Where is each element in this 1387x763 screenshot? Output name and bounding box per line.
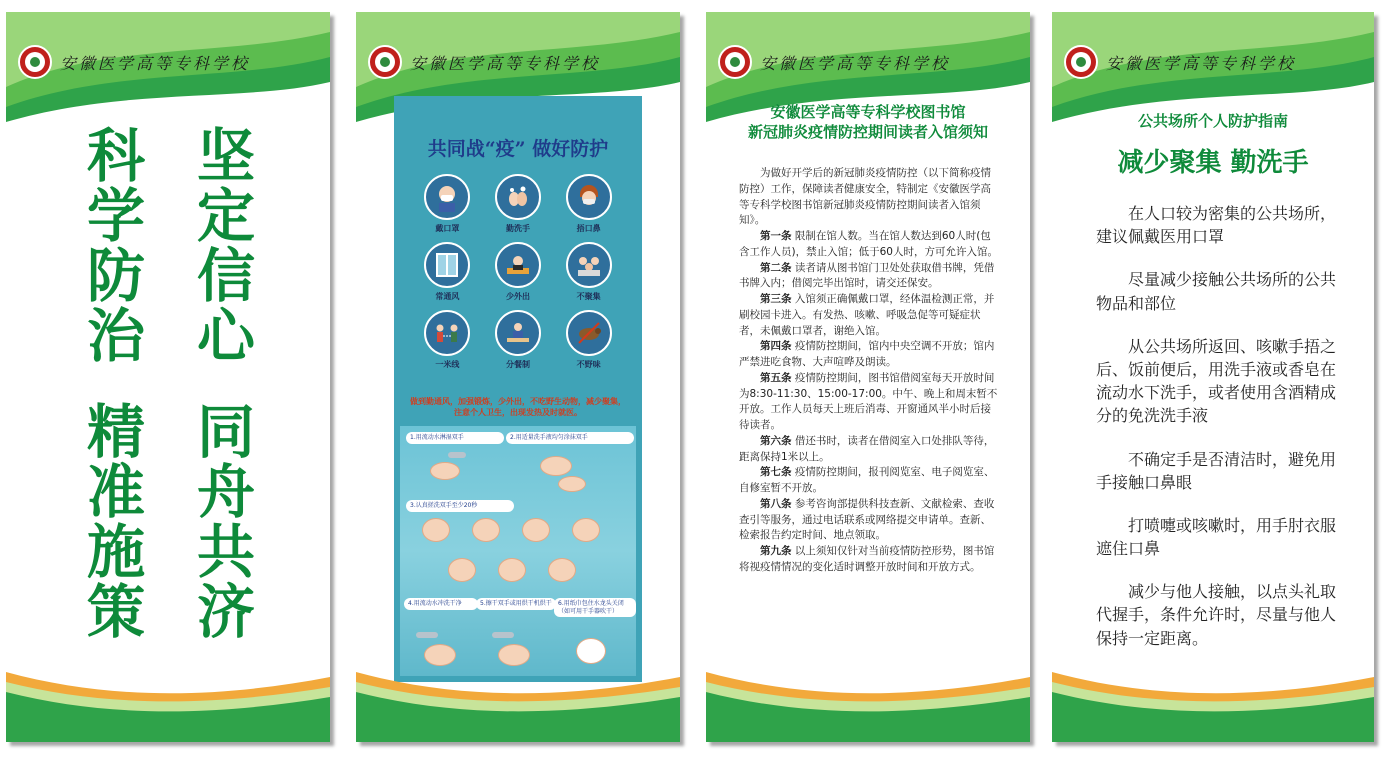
school-logo-icon [718, 45, 752, 79]
tip-wash-hands [483, 174, 554, 234]
wash-step-2: 2.用适量洗手液均匀涂抹双手 [506, 432, 634, 444]
tip-mask [412, 174, 483, 234]
guide-slogan: 减少聚集 勤洗手 [1117, 148, 1309, 178]
hand-icon [430, 462, 460, 480]
rule-article-8 [739, 497, 1001, 544]
guide-paragraph: 尽量减少接触公共场所的公共物品和部位 [1096, 270, 1337, 313]
school-header [1064, 44, 1296, 80]
bottom-wave-decoration [6, 662, 330, 742]
tip-label: 捂口鼻 [576, 224, 601, 233]
banner-panel-poster [356, 12, 680, 742]
article-heading: 第二条 [760, 261, 792, 274]
separate-meals-icon [495, 310, 541, 356]
school-logo-icon [18, 45, 52, 79]
rule-article-1 [739, 229, 1001, 261]
hand-rub-icon [422, 518, 450, 542]
wash-hands-icon [495, 174, 541, 220]
article-text: 疫情防控期间，报刊阅览室、电子阅览室、自修室暂不开放。 [739, 466, 995, 494]
poster-warning-text: 做到勤通风，加强锻炼，少外出，不吃野生动物，减少聚集，注意个人卫生，出现发热及时就医。 [410, 397, 626, 418]
wash-step-1: 1.用流动水淋湿双手 [406, 432, 504, 444]
epidemic-prevention-poster [394, 96, 642, 682]
slogan-confidence: 坚定信心 [187, 125, 255, 365]
article-heading: 第五条 [760, 371, 792, 384]
faucet-icon [416, 632, 438, 638]
article-heading: 第四条 [760, 340, 792, 353]
bottom-wave-decoration [706, 662, 1030, 742]
poster-title: 共同战“疫” 做好防护 [427, 138, 609, 160]
hand-rub-icon [572, 518, 600, 542]
tip-label: 少外出 [505, 292, 530, 301]
school-logo-icon [368, 45, 402, 79]
guide-paragraph: 减少与他人接触，以点头礼取代握手，条件允许时，尽量与他人保持一定距离。 [1096, 582, 1337, 648]
article-heading: 第八条 [760, 497, 792, 510]
rule-article-5 [739, 371, 1001, 434]
article-heading: 第九条 [760, 545, 792, 557]
hand-rub-icon [448, 558, 476, 582]
wash-step-4: 4.用流动水冲洗干净 [404, 598, 478, 610]
slogan-precision: 精准施策 [77, 401, 145, 641]
tip-label: 分餐制 [505, 360, 530, 369]
guide-paragraph: 打喷嚏或咳嗽时，用手肘衣服遮住口鼻 [1096, 515, 1337, 559]
cover-mouth-icon [566, 174, 612, 220]
title-line-1: 安徽医学高等专科学校图书馆 [770, 103, 966, 121]
tip-separate-meals [483, 310, 554, 370]
wash-step-6: 6.用纸巾包住水龙头关闭（如可用干手器吹干） [554, 598, 636, 617]
article-heading: 第一条 [760, 230, 792, 242]
bottom-wave-decoration [1052, 662, 1374, 742]
article-text: 参考咨询部提供科技查新、文献检索、查收查引等服务，通过电话联系或网络提交申请单。查新、检索报告约定时间、地点领取。 [739, 497, 995, 542]
guide-paragraph: 不确定手是否清洁时，避免用手接触口鼻眼 [1096, 449, 1337, 492]
article-heading: 第六条 [760, 434, 792, 447]
rule-article-4 [739, 339, 1001, 371]
faucet-icon [448, 452, 466, 458]
slogan-together: 同舟共济 [187, 401, 255, 641]
school-name: 安徽医学高等专科学校 [760, 53, 951, 73]
wash-step-3: 3.认真搓洗双手至少20秒 [406, 500, 514, 512]
hand-icon [540, 456, 572, 476]
tip-one-meter [412, 310, 483, 370]
rules-intro: 为做好开学后的新冠肺炎疫情防控（以下简称疫情防控）工作，保障读者健康安全，特制定《安徽医学高等专科学校图书馆新冠肺炎疫情防控期间读者入馆须知》。 [739, 167, 991, 227]
school-header [18, 44, 250, 80]
school-name: 安徽医学高等专科学校 [410, 53, 601, 73]
article-heading: 第三条 [760, 293, 792, 305]
tip-label: 不野味 [576, 360, 601, 369]
rule-article-7 [739, 465, 1001, 497]
no-wild-animals-icon [566, 310, 612, 356]
tip-label: 勤洗手 [505, 224, 530, 233]
tip-cover-mouth [553, 174, 624, 234]
guide-paragraph: 从公共场所返回、咳嗽手捂之后、饭前便后，用洗手液或香皂在流动水下洗手，或者使用含酒精成分的免洗洗手液 [1096, 336, 1337, 426]
article-text: 以上须知仅针对当前疫情防控形势，图书馆将视疫情情况的变化适时调整开放时间和开放方式。 [739, 545, 995, 573]
guide-paragraph: 在人口较为密集的公共场所，建议佩戴医用口罩 [1096, 204, 1337, 247]
banner-panel-slogans [6, 12, 330, 742]
faucet-icon [492, 632, 514, 638]
hand-rub-icon [522, 518, 550, 542]
article-heading: 第七条 [760, 466, 792, 479]
tip-label: 戴口罩 [435, 224, 460, 233]
school-name: 安徽医学高等专科学校 [1106, 53, 1297, 73]
window-ventilation-icon [424, 242, 470, 288]
library-rules-title [706, 102, 1030, 143]
school-header [368, 44, 600, 80]
article-text: 限制在馆人数。当在馆人数达到60人时(包含工作人员)，禁止入馆；低于60人时，方可允许入馆。 [739, 230, 998, 258]
hand-rub-icon [498, 558, 526, 582]
article-text: 疫情防控期间，图书馆借阅室每天开放时间为8:30-11:30、15:00-17:00。中午、晚上和周末暂不开放。工作人员每天上班后消毒、开窗通风半小时后接待读者。 [739, 371, 998, 431]
article-text: 借还书时，读者在借阅室入口处排队等待，距离保持1米以上。 [739, 434, 995, 463]
bottom-wave-decoration [356, 662, 680, 742]
hand-rub-icon [548, 558, 576, 582]
slogan-science: 科学防治 [77, 125, 145, 365]
rule-article-6 [739, 434, 1001, 466]
article-text: 读者请从图书馆门卫处处获取借书牌，凭借书牌入内；借阅完毕出馆时，请交还保安。 [739, 261, 995, 290]
rule-article-2 [739, 261, 1001, 293]
tip-label: 常通风 [435, 292, 460, 301]
school-logo-icon [1064, 45, 1098, 79]
article-text: 疫情防控期间，馆内中央空调不开放；馆内严禁进吃食物、大声喧哗及朗读。 [739, 340, 995, 368]
tip-no-wild-animals [553, 310, 624, 370]
tip-no-gathering [553, 242, 624, 302]
stay-home-icon [495, 242, 541, 288]
guide-title: 公共场所个人防护指南 [1137, 112, 1288, 130]
guide-body [1096, 202, 1336, 670]
title-line-2: 新冠肺炎疫情防控期间读者入馆须知 [747, 123, 988, 142]
rule-article-3 [739, 292, 1001, 339]
rule-article-9 [739, 544, 1001, 576]
tip-label: 不聚集 [576, 292, 601, 301]
banner-panel-protection-guide [1052, 12, 1374, 742]
tip-stay-home [483, 242, 554, 302]
school-name: 安徽医学高等专科学校 [60, 53, 251, 73]
wash-step-5: 5.擦干双手或用烘干机烘干 [476, 598, 556, 610]
article-text: 入馆须正确佩戴口罩，经体温检测正常，并刷校园卡进入。有发热、咳嗽、呼吸急促等可疑症状者，未佩戴口罩者，谢绝入馆。 [739, 293, 995, 337]
tip-ventilate [412, 242, 483, 302]
no-gathering-icon [566, 242, 612, 288]
handwashing-steps [400, 426, 636, 676]
school-header [718, 44, 950, 80]
wear-mask-icon [424, 174, 470, 220]
hand-icon [558, 476, 586, 492]
prevention-tips-grid [412, 174, 624, 370]
library-rules-body [739, 166, 1001, 576]
hand-rub-icon [472, 518, 500, 542]
one-meter-distance-icon [424, 310, 470, 356]
tip-label: 一米线 [435, 360, 460, 369]
tissue-icon [576, 638, 606, 664]
banner-panel-library-rules [706, 12, 1030, 742]
